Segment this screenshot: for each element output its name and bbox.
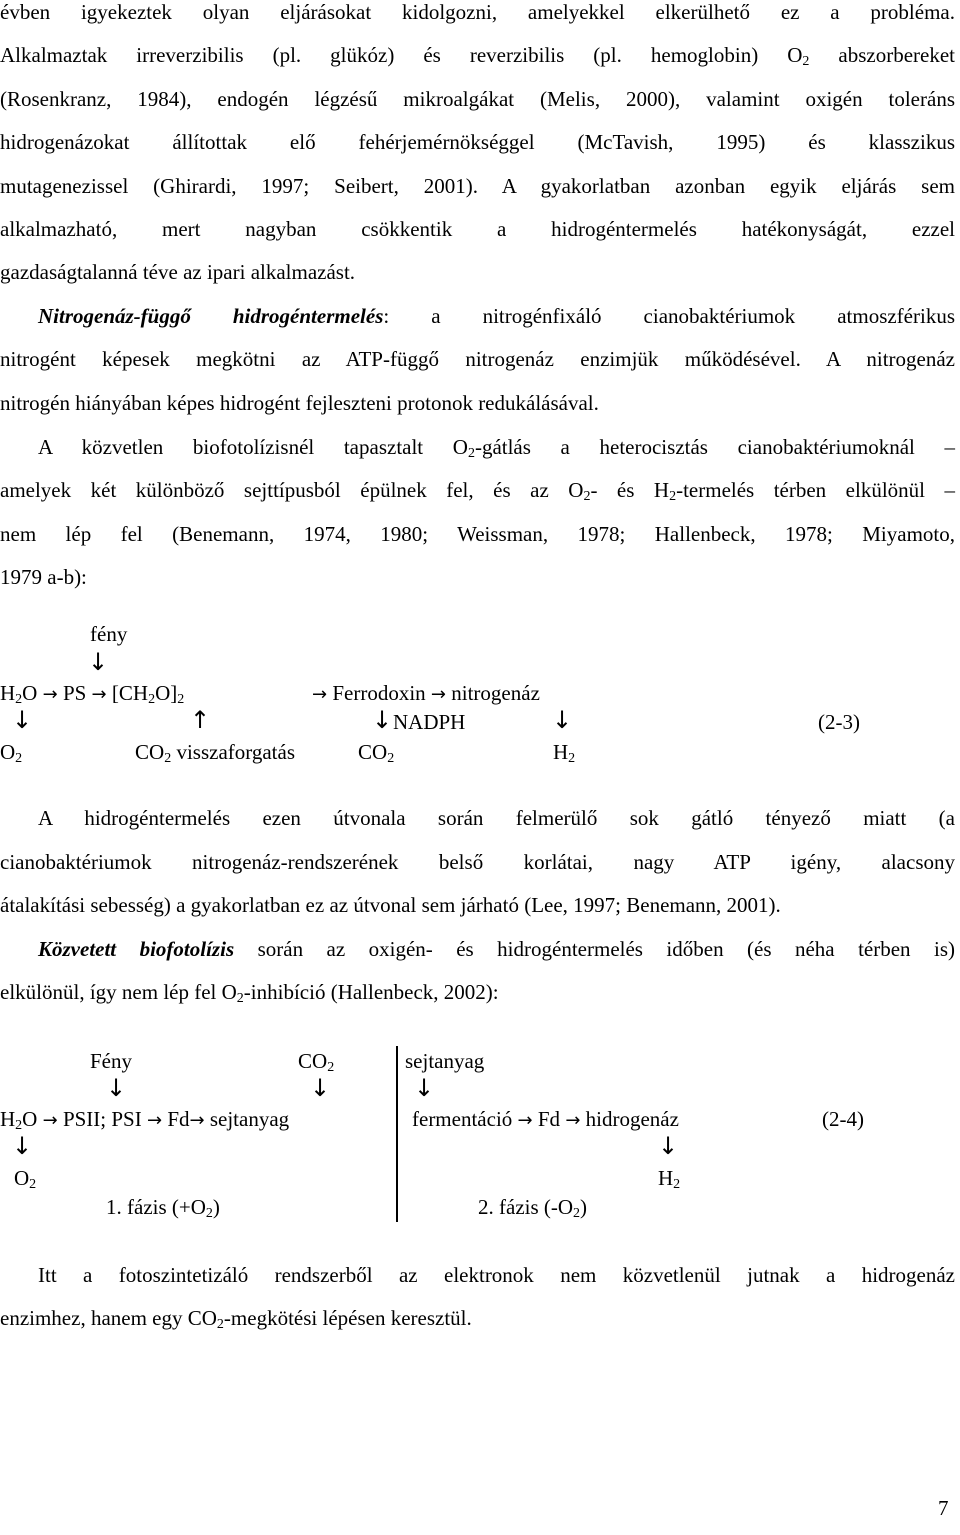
eq1-co2-recycle: $CO_2$ visszaforgatás: [135, 740, 296, 766]
section-heading: Közvetett biofotolízis: [38, 937, 235, 961]
text-line: mutagenezissel (Ghirardi, 1997; Seibert, 2001). A gyakorlatban azonban egyik eljárás sem: [0, 174, 955, 198]
page-number: 7: [938, 1496, 949, 1520]
equation-number: (2-4): [822, 1107, 864, 1131]
eq2-row-left: $H_2O$ → PSII; PSI → Fd→ sejtanyag: [0, 1107, 290, 1133]
eq2-o2: $O_2$: [14, 1166, 37, 1192]
eq1-feny: fény: [90, 622, 128, 646]
eq2-feny: Fény: [90, 1049, 132, 1073]
right-arrow-icon: →: [312, 684, 328, 705]
text-line: Alkalmaztak irreverzibilis (pl. glükóz) és reverzibilis (pl. hemoglobin) $O_2$ abszorbereket: [0, 43, 955, 69]
phase-2-label: 2. fázis $(-O_2)$: [478, 1195, 588, 1221]
text-line: Itt a fotoszintetizáló rendszerből az elektronok nem közvetlenül jutnak a hidrogenáz: [38, 1263, 955, 1287]
text-line: 1979 a-b):: [0, 565, 87, 589]
down-arrow-icon: ↓: [12, 706, 33, 734]
eq2-co2: $CO_2$: [298, 1049, 335, 1075]
down-arrow-icon: ↓: [552, 706, 573, 734]
equation-number: (2-3): [818, 710, 860, 734]
text-line: Nitrogenáz-függő hidrogéntermelés: a nitrogénfixáló cianobaktériumok atmoszférikus: [38, 304, 955, 328]
eq1-h2: $H_2$: [553, 740, 576, 766]
text-line: nitrogén hiányában képes hidrogént fejleszteni protonok redukálásával.: [0, 391, 599, 415]
text-line: cianobaktériumok nitrogenáz-rendszerének belső korlátai, nagy ATP igény, alacsony: [0, 850, 955, 874]
eq2-h2: $H_2$: [658, 1166, 681, 1192]
text-line: hidrogenázokat állítottak elő fehérjemérnökséggel (McTavish, 1995) és klasszikus: [0, 130, 955, 154]
text-line: A közvetlen biofotolízisnél tapasztalt $O_2$-gátlás a heterocisztás cianobaktériumoknál –: [38, 435, 955, 461]
right-arrow-icon: →: [430, 684, 447, 705]
text-line: (Rosenkranz, 1984), endogén légzésű mikroalgákat (Melis, 2000), valamint oxigén toleráns: [0, 87, 955, 111]
down-arrow-icon: ↓: [106, 1074, 127, 1102]
right-arrow-icon: →: [146, 1110, 163, 1131]
down-arrow-icon: ↓: [88, 648, 109, 676]
down-arrow-icon: ↓: [12, 1132, 33, 1160]
down-arrow-icon: ↓: [658, 1132, 679, 1160]
right-arrow-icon: →: [91, 684, 107, 705]
right-arrow-icon: →: [42, 684, 58, 705]
down-arrow-icon: ↓: [310, 1074, 331, 1102]
text-line: elkülönül, így nem lép fel $O_2$-inhibíció (Hallenbeck, 2002):: [0, 980, 499, 1006]
eq1-co2: $CO_2$: [358, 740, 395, 766]
section-heading: Nitrogenáz-függő hidrogéntermelés: [38, 304, 384, 328]
eq1-o2: $O_2$: [0, 740, 23, 766]
text-line: alkalmazható, mert nagyban csökkentik a hidrogéntermelés hatékonyságát, ezzel: [0, 217, 955, 241]
text-line: amelyek két különböző sejttípusból épülnek fel, és az $O_2-$ és $H_2$-termelés térben elkülönül –: [0, 478, 956, 504]
right-arrow-icon: →: [42, 1110, 58, 1131]
right-arrow-icon: →: [517, 1110, 533, 1131]
right-arrow-icon: →: [565, 1110, 581, 1131]
down-arrow-icon: ↓: [414, 1074, 435, 1102]
eq1-row1-left: $H_2O$ → PS → $[CH_2O]_2$: [0, 681, 185, 707]
eq2-row-right: fermentáció → Fd → hidrogenáz: [412, 1107, 679, 1131]
eq1-row1-right: → Ferrodoxin → nitrogenáz: [312, 681, 540, 705]
text-line: A hidrogéntermelés ezen útvonala során felmerülő sok gátló tényező miatt (a: [38, 806, 955, 830]
phase-divider: [396, 1046, 398, 1222]
text-line: átalakítási sebesség) a gyakorlatban ez az útvonal sem járható (Lee, 1997; Benemann, 2001).: [0, 893, 781, 917]
down-arrow-icon: ↓: [372, 706, 393, 734]
text-line: Közvetett biofotolízis során az oxigén- és hidrogéntermelés időben (és néha térben is): [38, 937, 956, 961]
text-line: nem lép fel (Benemann, 1974, 1980; Weissman, 1978; Hallenbeck, 1978; Miyamoto,: [0, 522, 955, 546]
up-arrow-icon: ↑: [190, 706, 211, 734]
text-line: enzimhez, hanem egy $CO_2$-megkötési lépésen keresztül.: [0, 1306, 472, 1332]
phase-1-label: 1. fázis $(+O_2)$: [106, 1195, 220, 1221]
text-line: gazdaságtalanná téve az ipari alkalmazást.: [0, 260, 356, 284]
text-line: évben igyekeztek olyan eljárásokat kidolgozni, amelyekkel elkerülhető ez a probléma.: [0, 0, 955, 24]
text-line: nitrogént képesek megkötni az ATP-függő nitrogenáz enzimjük működésével. A nitrogenáz: [0, 347, 955, 371]
eq1-nadph: NADPH: [393, 710, 466, 734]
eq2-sejtanyag-top: sejtanyag: [405, 1049, 485, 1073]
right-arrow-icon: →: [189, 1110, 205, 1131]
